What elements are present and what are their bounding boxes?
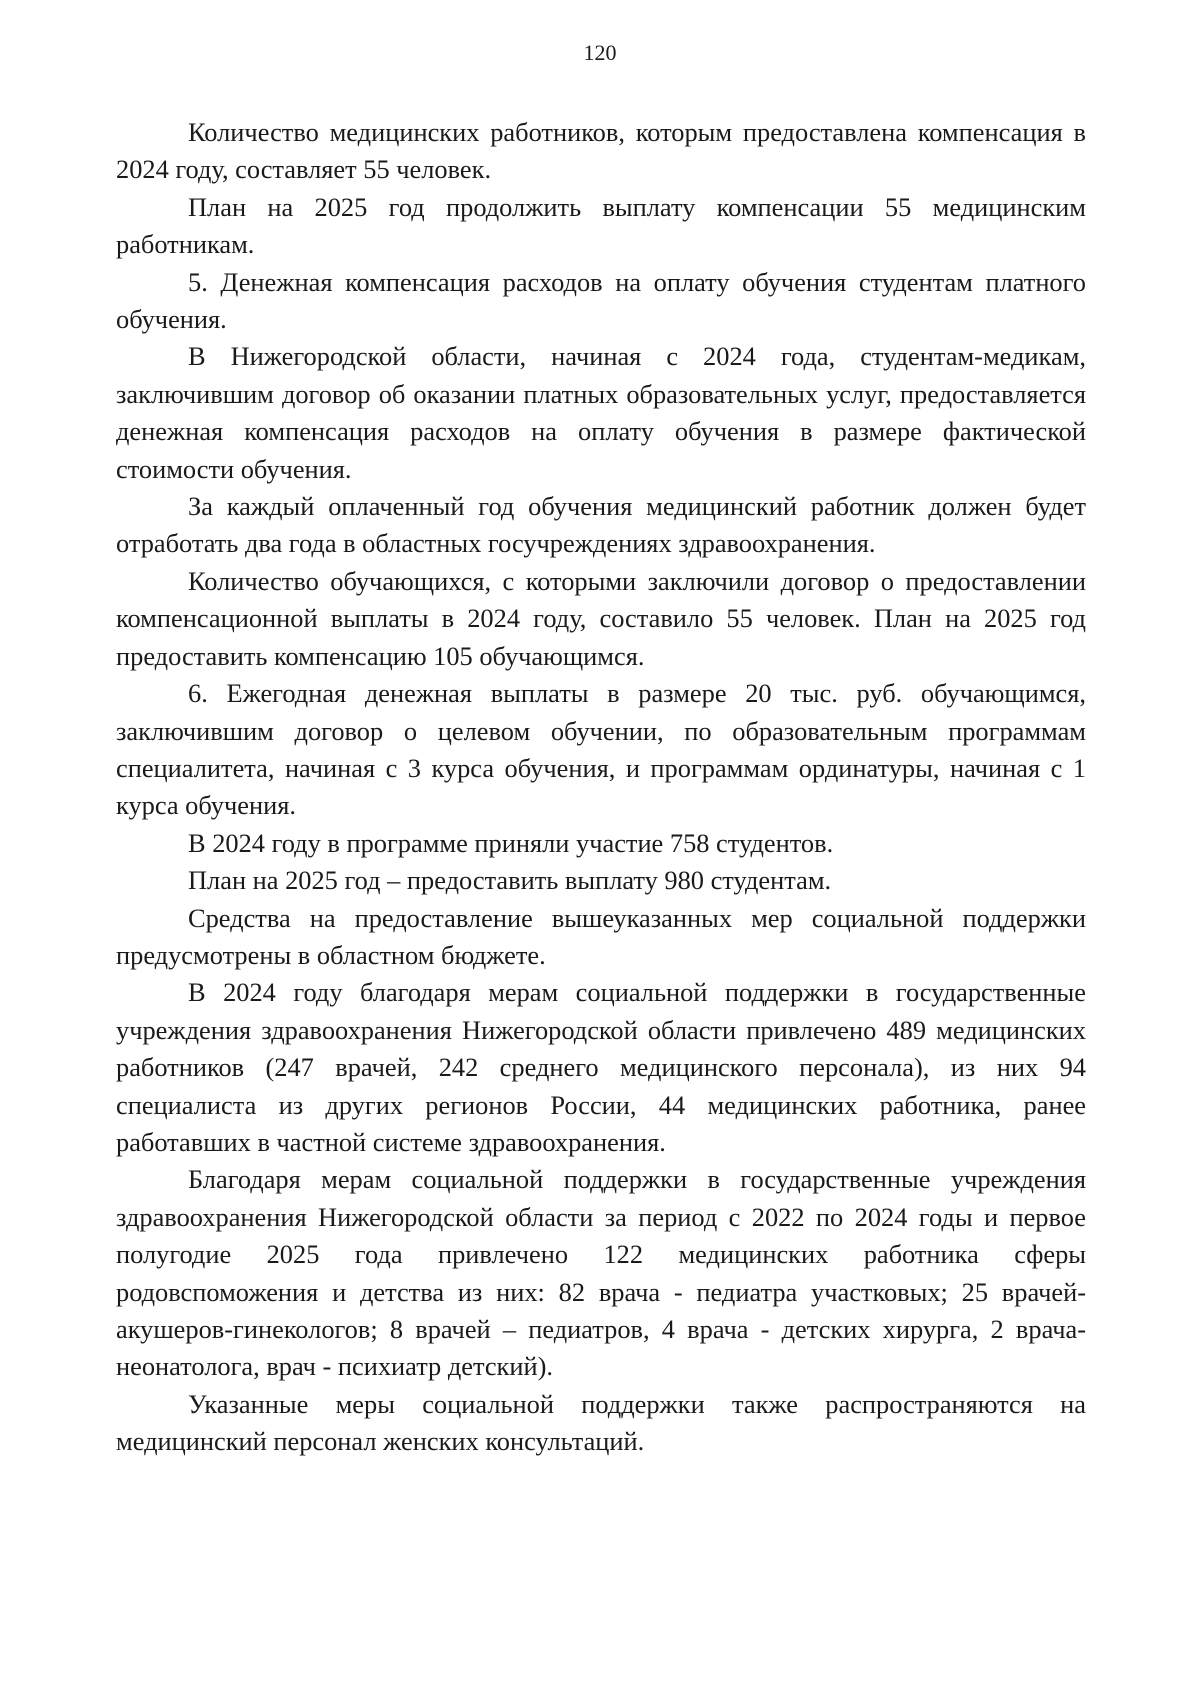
document-body	[116, 114, 1086, 1461]
paragraph-attracted-2022-2025: Благодаря мерам социальной поддержки в государственные учреждения здравоохранения Нижегородской области за период с 2022 по 2024 годы и первое полугодие 2025 года привлечено 122 медицинских работника сферы родовспоможения и детства из них: 82 врача - педиатра участковых; 25 врачей-акушеров-гинекологов; 8 врачей – педиатров, 4 врача - детских хирурга, 2 врача-неонатолога, врач - психиатр детский).	[116, 1164, 1086, 1382]
paragraph-funding: Средства на предоставление вышеуказанных мер социальной поддержки предусмотрены в областном бюджете.	[116, 902, 1086, 970]
paragraph-item-5-heading: 5. Денежная компенсация расходов на оплату обучения студентам платного обучения.	[116, 266, 1086, 335]
paragraph-item-6-annual-payment: 6. Ежегодная денежная выплаты в размере 20 тыс. руб. обучающимся, заключившим договор о целевом обучении, по образовательным программам специалитета, начиная с 3 курса обучения, и программам ординатуры, начиная с 1 курса обучения.	[116, 678, 1086, 821]
paragraph-item-5-description: В Нижегородской области, начиная с 2024 года, студентам-медикам, заключившим договор об оказании платных образовательных услуг, предоставляется денежная компенсация расходов на оплату обучения в размере фактической стоимости обучения.	[116, 341, 1086, 484]
paragraph-participants-2024: В 2024 году в программе приняли участие 758 студентов.	[188, 827, 834, 858]
paragraph-work-obligation: За каждый оплаченный год обучения медицинский работник должен будет отработать два года в областных госучреждениях здравоохранения.	[116, 491, 1086, 559]
page-number: 120	[583, 40, 617, 65]
paragraph-compensation-count: Количество медицинских работников, которым предоставлена компенсация в 2024 году, составляет 55 человек.	[116, 117, 1086, 185]
paragraph-attracted-2024: В 2024 году благодаря мерам социальной поддержки в государственные учреждения здравоохранения Нижегородской области привлечено 489 медицинских работников (247 врачей, 242 среднего медицинского персонала), из них 94 специалиста из других регионов России, 44 медицинских работника, ранее работавших в частной системе здравоохранения.	[116, 977, 1086, 1157]
paragraph-plan-2025-compensation: План на 2025 год продолжить выплату компенсации 55 медицинским работникам.	[116, 191, 1086, 260]
paragraph-plan-2025-payment: План на 2025 год – предоставить выплату 980 студентам.	[188, 865, 832, 896]
paragraph-students-count: Количество обучающихся, с которыми заключили договор о предоставлении компенсационной выплаты в 2024 году, составило 55 человек. План на 2025 год предоставить компенсацию 105 обучающимся.	[116, 565, 1086, 671]
paragraph-womens-consultations: Указанные меры социальной поддержки также распространяются на медицинский персонал женских консультаций.	[116, 1388, 1086, 1457]
